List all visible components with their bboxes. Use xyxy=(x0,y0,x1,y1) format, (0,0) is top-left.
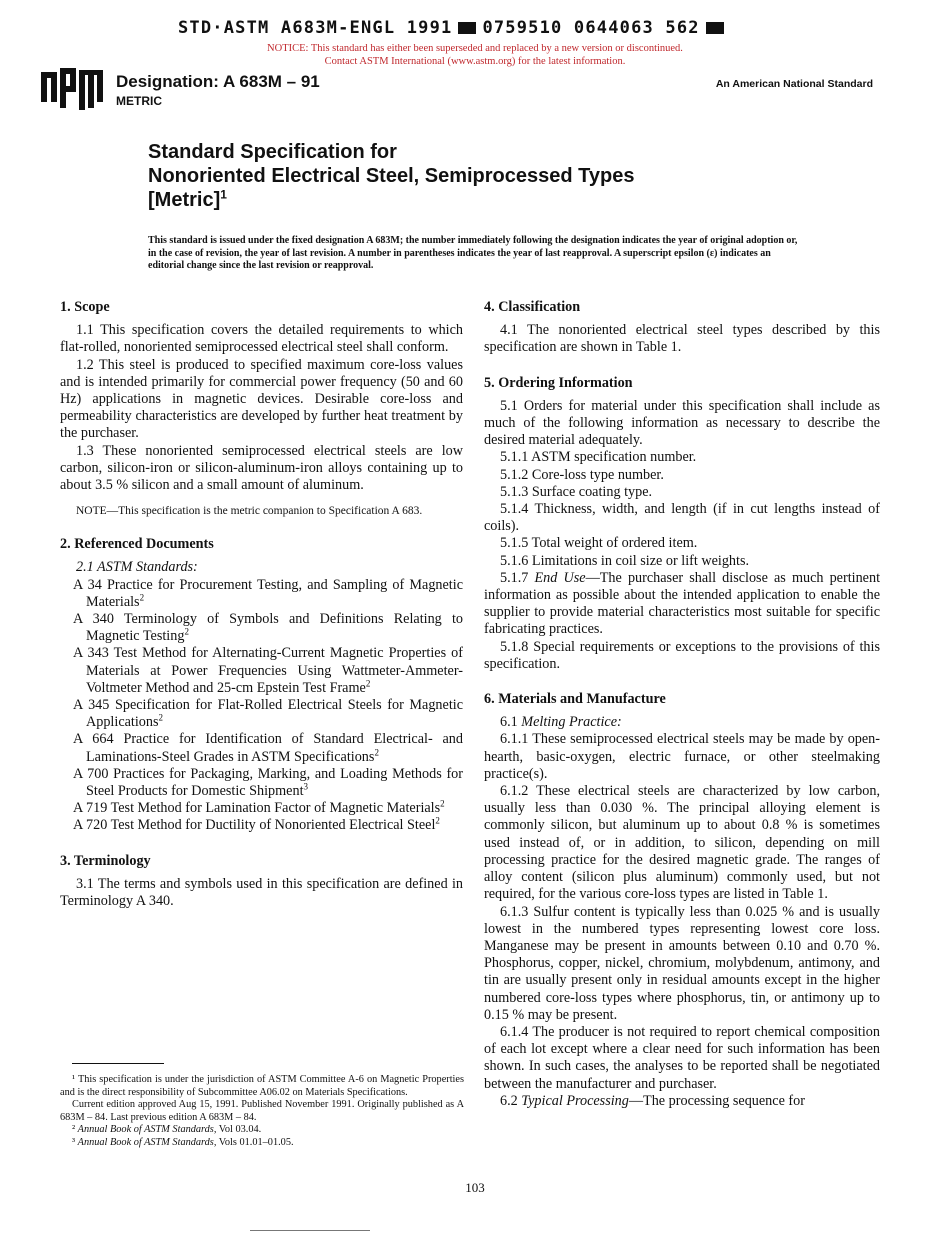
reference-item: A 700 Practices for Packaging, Marking, and Loading Methods for Steel Products for Domestic Shipment$^3$ xyxy=(73,765,463,800)
para-6-1-1: 6.1.1 These semiprocessed electrical steels may be made by open-hearth, basic-oxygen, electric furnace, or other steelmaking practice(s). xyxy=(484,731,880,782)
supersede-notice xyxy=(0,42,950,68)
section-2-heading: 2. Referenced Documents xyxy=(60,536,214,553)
para-4-1: 4.1 The nonoriented electrical steel types described by this specification are shown in Table 1. xyxy=(484,322,880,356)
para-5-1-1: 5.1.1 ASTM specification number. xyxy=(500,449,697,466)
footnote-2: ² Annual Book of ASTM Standards, Vol 03.04. xyxy=(72,1124,262,1136)
metric-note: NOTE—This specification is the metric companion to Specification A 683. xyxy=(76,505,423,518)
footnotes xyxy=(60,1074,464,1150)
para-6-1-4: 6.1.4 The producer is not required to report chemical composition of each lot except where a clear need for such information has been shown. In such cases, the analyses to be reported shall be negotiated between the manufacturer and purchaser. xyxy=(484,1023,880,1092)
barcode-block-2 xyxy=(706,22,724,34)
std-code-a: STD·ASTM A683M-ENGL 1991 xyxy=(178,18,453,38)
para-1-3: 1.3 These nonoriented semiprocessed electrical steels are low carbon, silicon-iron or silicon-aluminum-iron alloys containing up to about 3.5 % silicon and a small amount of aluminum. xyxy=(60,442,463,494)
para-1-1: 1.1 This specification covers the detailed requirements to which flat-rolled, nonoriented semiprocessed electrical steel shall conform. xyxy=(60,322,463,356)
para-5-1-4: 5.1.4 Thickness, width, and length (if in cut lengths instead of coils). xyxy=(484,501,880,535)
para-6-1: 6.1 Melting Practice: xyxy=(500,714,622,731)
notice-line-1: NOTICE: This standard has either been superseded and replaced by a new version or discontinued. xyxy=(267,43,683,54)
metric-label: METRIC xyxy=(116,94,162,108)
american-national-standard: An American National Standard xyxy=(715,78,873,90)
para-6-2: 6.2 Typical Processing—The processing sequence for xyxy=(500,1092,805,1109)
para-5-1-7: 5.1.7 End Use—The purchaser shall disclose as much pertinent information as possible about the intended application to enable the supplier to provide material characteristics most suitable for specific fabricating practices. xyxy=(484,569,881,638)
notice-line-2: Contact ASTM International (www.astm.org) for the latest information. xyxy=(324,56,626,67)
issued-note: This standard is issued under the fixed designation A 683M; the number immediately following the designation indicates the year of original adoption or, in the case of revision, the year of last revision. A number in parentheses indicates the year of last reapproval. A superscript epsilon (ε) indicates an editorial change since the last revision or reapproval. xyxy=(148,235,798,271)
para-1-2: 1.2 This steel is produced to specified maximum core-loss values and is intended primarily for commercial power frequency (50 and 60 Hz) applications in magnetic devices. Desirable core-loss and permeability characteristics are developed by further heat treatment by the purchaser. xyxy=(60,356,463,442)
section-4-heading: 4. Classification xyxy=(484,299,581,315)
section-3-heading: 3. Terminology xyxy=(60,852,151,869)
page-number: 103 xyxy=(465,1180,485,1195)
reference-item: A 719 Test Method for Lamination Factor of Magnetic Materials$^2$ xyxy=(73,798,445,817)
left-column xyxy=(60,299,463,910)
title-line-2: Nonoriented Electrical Steel, Semiprocessed Types xyxy=(148,165,635,187)
para-6-1-2: 6.1.2 These electrical steels are characterized by low carbon, usually less than 0.030 %. The principal alloying element is commonly silicon, but aluminum up to about 0.8 % is sometimes used instead of, or in addition, to silicon, depending on mill processing practice for the desired magnetic grade. The ranges of alloy content (silicon plus aluminum) commonly used, but not required, for the various core-loss types are listed in Table 1. xyxy=(484,783,880,903)
section-6-heading: 6. Materials and Manufacture xyxy=(484,691,666,708)
document-title xyxy=(148,140,634,212)
barcode-block-1 xyxy=(458,22,476,34)
designation: Designation: A 683M – 91 xyxy=(116,72,320,91)
footnote-3: ³ Annual Book of ASTM Standards, Vols 01.01–01.05. xyxy=(72,1136,294,1148)
para-5-1-3: 5.1.3 Surface coating type. xyxy=(500,483,653,500)
std-code-b: 0759510 0644063 562 xyxy=(482,18,700,38)
footnote-divider xyxy=(72,1063,164,1064)
footnote-1-edition: Current edition approved Aug 15, 1991. Published November 1991. Originally published as A 683M – 84. Last previous edition A 683M – 84. xyxy=(60,1099,464,1123)
right-column xyxy=(484,299,880,1110)
para-3-1: 3.1 The terms and symbols used in this specification are defined in Terminology A 340. xyxy=(60,875,463,910)
para-5-1-2: 5.1.2 Core-loss type number. xyxy=(500,466,664,483)
footnote-1: ¹ This specification is under the jurisdiction of ASTM Committee A-6 on Magnetic Properties and is the direct responsibility of Subcommittee A06.02 on Materials Specifications. xyxy=(60,1074,464,1098)
reference-item: A 720 Test Method for Ductility of Nonoriented Electrical Steel$^2$ xyxy=(73,815,440,834)
para-5-1-5: 5.1.5 Total weight of ordered item. xyxy=(500,535,698,552)
para-2-1: 2.1 ASTM Standards: xyxy=(76,559,198,576)
para-5-1: 5.1 Orders for material under this specification shall include as much of the following information as necessary to describe the desired material adequately. xyxy=(484,397,880,449)
para-5-1-6: 5.1.6 Limitations in coil size or lift weights. xyxy=(500,552,750,569)
title-line-3: [Metric]$^1$ xyxy=(148,187,227,211)
section-1-heading: 1. Scope xyxy=(60,299,110,315)
standard-code-line xyxy=(178,18,730,38)
title-line-1: Standard Specification for xyxy=(148,141,397,163)
reference-item: A 34 Practice for Procurement Testing, and Sampling of Magnetic Materials$^2$ xyxy=(73,576,463,610)
reference-item: A 340 Terminology of Symbols and Definitions Relating to Magnetic Testing$^2$ xyxy=(73,611,463,645)
reference-item: A 345 Specification for Flat-Rolled Electrical Steels for Magnetic Applications$^2$ xyxy=(73,697,463,731)
reference-item: A 664 Practice for Identification of Standard Electrical- and Laminations-Steel Grades in ASTM Specifications$^2$ xyxy=(73,731,463,765)
para-5-1-8: 5.1.8 Special requirements or exceptions to the provisions of this specification. xyxy=(484,638,880,672)
astm-logo-icon xyxy=(40,66,104,114)
bottom-rule xyxy=(250,1230,370,1231)
section-5-heading: 5. Ordering Information xyxy=(484,374,633,391)
para-6-1-3: 6.1.3 Sulfur content is typically less than 0.025 % and is usually lowest in the numbered types representing lowest core loss. Manganese may be present in amounts between 0.10 and 0.70 %. Phosphorus, copper, nickel, chromium, molybdenum, antimony, and tin are usually present only in residual amounts except in the higher numbered core-loss types where phosphorus, tin, or antimony up to 0.15 % may be present. xyxy=(484,903,880,1023)
reference-item: A 343 Test Method for Alternating-Current Magnetic Properties of Materials at Power Frequencies Using Wattmeter-Ammeter-Voltmeter Method and 25-cm Epstein Test Frame$^2$ xyxy=(73,645,463,696)
